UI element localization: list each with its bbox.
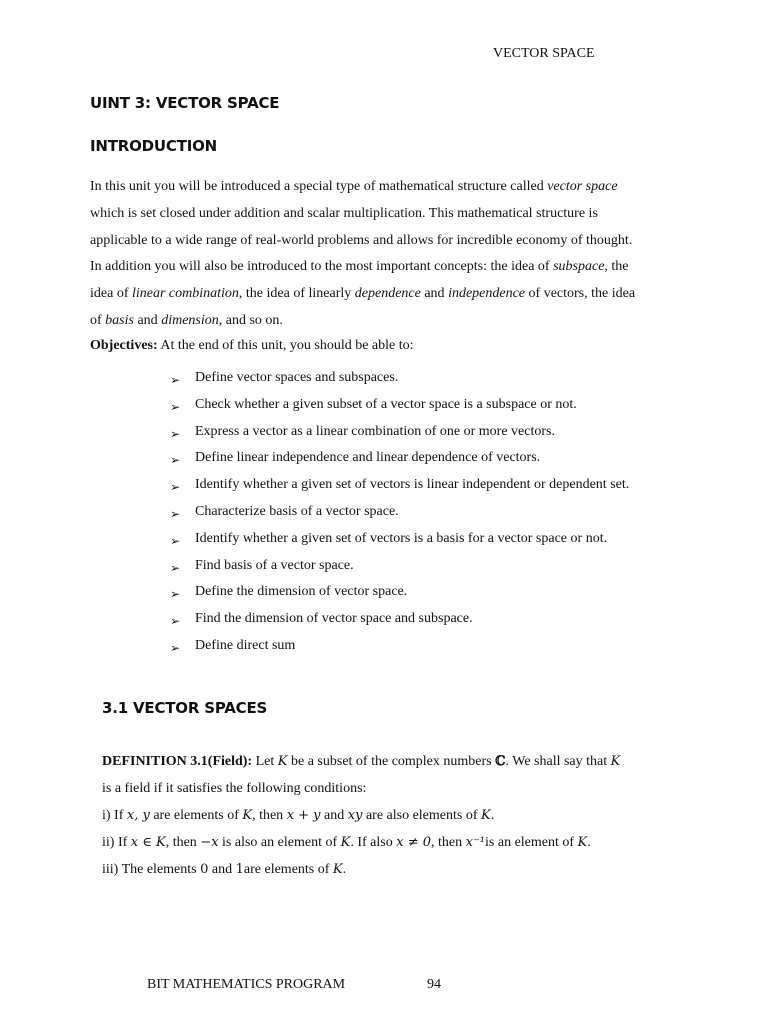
list-item: ➢ Characterize basis of a vector space. xyxy=(170,504,629,531)
objectives-label: Objectives: xyxy=(90,338,158,353)
arrow-bullet-icon: ➢ xyxy=(170,560,181,575)
arrow-bullet-icon: ➢ xyxy=(170,399,181,414)
running-header: VECTOR SPACE xyxy=(493,46,595,61)
arrow-bullet-icon: ➢ xyxy=(170,426,181,441)
term-dependence: dependence xyxy=(354,286,421,302)
page-number: 94 xyxy=(427,977,441,992)
condition-iii: iii) The elements 0 and 1are elements of K. xyxy=(102,862,347,877)
unit-title: UINT 3: VECTOR SPACE xyxy=(90,94,280,112)
arrow-bullet-icon: ➢ xyxy=(170,640,181,655)
list-item: ➢ Define vector spaces and subspaces. xyxy=(170,370,629,397)
paragraph-line: idea of linear combination, the idea of linearly dependence and independence of vectors, the idea xyxy=(90,286,636,302)
paragraph-line: In this unit you will be introduced a special type of mathematical structure called vector space xyxy=(90,179,618,194)
term-basis: basis xyxy=(105,312,134,328)
list-item: ➢ Find the dimension of vector space and subspace. xyxy=(170,611,629,638)
introduction-paragraph xyxy=(90,174,690,335)
objectives-list xyxy=(170,370,629,665)
objectives-text: At the end of this unit, you should be able to: xyxy=(157,338,414,353)
paragraph-line: applicable to a wide range of real-world problems and allows for incredible economy of thought. xyxy=(90,232,633,248)
objectives-intro xyxy=(90,338,414,354)
arrow-bullet-icon: ➢ xyxy=(170,373,181,387)
term-subspace: subspace xyxy=(553,259,605,275)
list-item: ➢ Identify whether a given set of vectors is linear independent or dependent set. xyxy=(170,477,629,504)
definition-line: is a field if it satisfies the following conditions: xyxy=(102,781,367,796)
list-item: ➢ Define linear independence and linear dependence of vectors. xyxy=(170,450,629,477)
arrow-bullet-icon: ➢ xyxy=(170,533,181,548)
term-vector-space: vector space xyxy=(547,179,618,194)
definition-block xyxy=(102,754,682,889)
section-heading: 3.1 VECTOR SPACES xyxy=(102,699,268,717)
arrow-bullet-icon: ➢ xyxy=(170,453,181,468)
term-linear-combination: linear combination xyxy=(131,286,239,302)
definition-line: DEFINITION 3.1(Field): Let K be a subset of the complex numbers ℂ. We shall say that K xyxy=(102,754,621,769)
list-item: ➢ Define direct sum xyxy=(170,638,629,665)
arrow-bullet-icon: ➢ xyxy=(170,506,181,521)
list-item: ➢ Express a vector as a linear combination of one or more vectors. xyxy=(170,424,629,451)
introduction-heading: INTRODUCTION xyxy=(90,137,218,155)
arrow-bullet-icon: ➢ xyxy=(170,614,181,629)
paragraph-line: of basis and dimension, and so on. xyxy=(90,312,283,328)
term-dimension: dimension xyxy=(161,312,219,328)
list-item: ➢ Identify whether a given set of vectors is a basis for a vector space or not. xyxy=(170,531,629,558)
condition-ii: ii) If x ∈ K, then −x is also an element of K. If also x ≠ 0, then x⁻¹is an element of K. xyxy=(102,835,591,850)
term-independence: independence xyxy=(448,286,526,302)
arrow-bullet-icon: ➢ xyxy=(170,480,181,495)
condition-i: i) If x, y are elements of K, then x + y and xy are also elements of K. xyxy=(102,808,495,823)
paragraph-line: In addition you will also be introduced to the most important concepts: the idea of subspace, the xyxy=(90,259,629,275)
definition-label: DEFINITION 3.1(Field): xyxy=(102,754,253,769)
list-item: ➢ Define the dimension of vector space. xyxy=(170,584,629,611)
list-item: ➢ Find basis of a vector space. xyxy=(170,558,629,585)
footer-program: BIT MATHEMATICS PROGRAM xyxy=(147,977,346,992)
list-item: ➢ Check whether a given subset of a vector space is a subspace or not. xyxy=(170,397,629,424)
paragraph-line: which is set closed under addition and scalar multiplication. This mathematical structure is xyxy=(90,205,598,221)
arrow-bullet-icon: ➢ xyxy=(170,587,181,602)
